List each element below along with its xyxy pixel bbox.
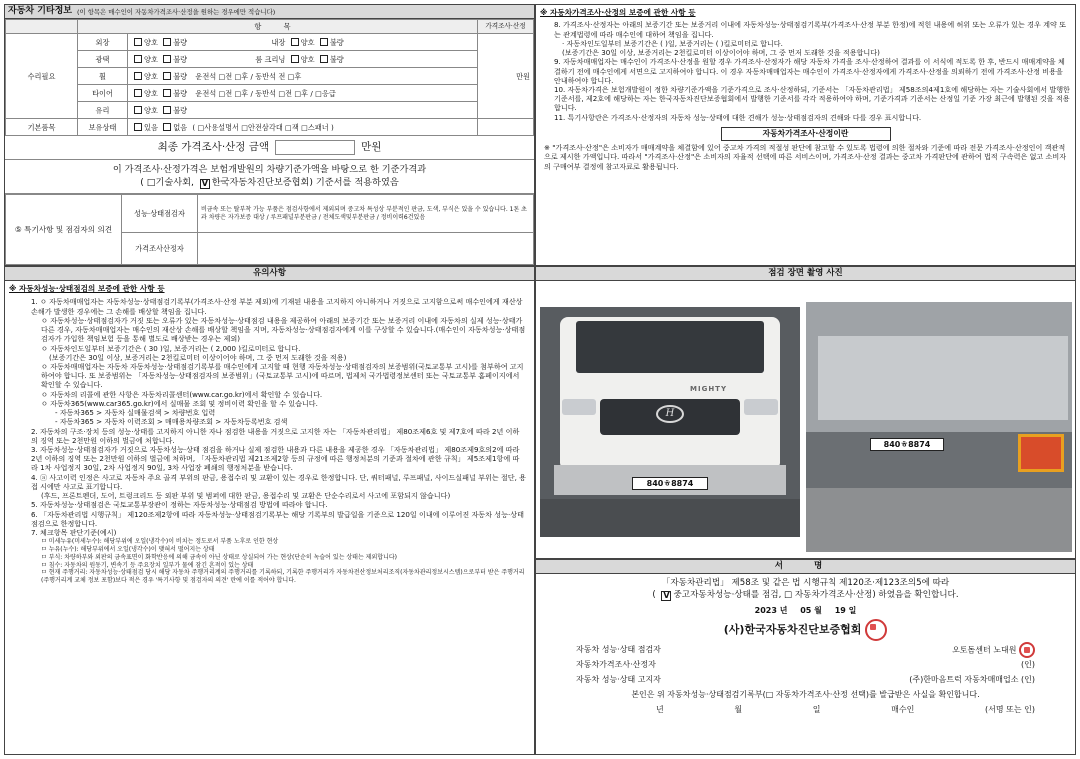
- checkbox[interactable]: [134, 89, 142, 97]
- section-title: 자동차 기타정보: [8, 5, 72, 16]
- special-notes-table: [5, 194, 534, 265]
- opt-label: 양호: [144, 37, 158, 47]
- note-para: ㅇ 자동차성능·상태점검자가 거짓 또는 오류가 있는 자동차성능·상태점검 내용을 제공하여 아래의 보증기간 또는 보증거리 이내에 자동차의 실제 성능·상태가 다른 경우, 자동차매매업자는 매수인의 재산상 손해를 배상할 책임을 지며, 자동차성능·상태점검자에게 이를 구상할 수 있습니다.(매수인이 자동차성능·상태점검자가 가입한 책임보험 등을 통해 별도로 배상받는 경우는 제외): [41, 315, 526, 344]
- front-truck-photo: [540, 307, 800, 537]
- note-para: 2. 자동차의 구조·장치 등의 성능·상태를 고지하지 아니한 자나 점검한 내용을 거짓으로 고지한 자는 「자동차관리법」 제80조제6호 및 제7호에 따라 2년 이하의 징역 또는 2천만원 이하의 벌금에 처합니다.: [31, 426, 520, 445]
- opt-label: 불량: [173, 88, 188, 98]
- row-options: [128, 34, 478, 51]
- note-para: 6. 「자동차관리법 시행규칙」 제120조제2항에 따라 자동차성능·상태점검기록부는 해당 기록부의 발급일을 기준으로 120일 이내에 이루어진 자동차 성능·상태점검으로 한정합니다.: [31, 509, 524, 528]
- warranty-item: 11. 특기사항란은 가격조사·산정자의 자동차 성능·상태에 대한 견해가 성능·상태점검자의 견해와 다를 경우 표시합니다.: [554, 112, 922, 122]
- row-label-b: 룸 크리닝: [255, 54, 286, 64]
- signer-name: 오토돔센터 노대원: [952, 645, 1017, 655]
- checkbox[interactable]: [291, 38, 299, 46]
- day-unit: 일: [848, 605, 857, 615]
- buyer-year-unit: 년: [656, 704, 664, 714]
- opt-label: 불량: [173, 71, 188, 81]
- checkbox[interactable]: [320, 38, 328, 46]
- price-unit: 만원: [478, 34, 534, 119]
- note-para: - 자동차365 > 자동차 실매물검색 > 차량번호 입력: [55, 408, 216, 418]
- basic-items: ( □사용설명서 □안전삼각대 □잭 □스패너 ): [192, 122, 334, 132]
- signer-name[interactable]: (주)한마음트럭 자동차매매업소 (인): [909, 674, 1035, 684]
- row-label: 광택: [78, 51, 128, 68]
- signer-label: 자동차 성능·상태 점검자: [576, 644, 661, 654]
- headlight-right: [744, 399, 778, 415]
- opt-label: 불량: [173, 105, 188, 115]
- checkbox-checked[interactable]: V: [663, 590, 670, 600]
- final-price-label: 최종 가격조사·산정 금액: [157, 140, 270, 153]
- windshield: [576, 321, 764, 373]
- basic-sub: 보유상태: [78, 119, 128, 136]
- confirm-line: ( V 중고자동차성능·상태를 점검, □ 자동차가격조사·산정) 하였음을 확인합니다.: [652, 589, 959, 600]
- appraisal-definition-text: ※ "가격조사·산정"은 소비자가 매매계약을 체결함에 있어 중고차 가격의 적절성 판단에 참고할 수 있도록 법령에 의한 절차와 기준에 따라 전문 가격조사·산정인이 객관적으로 제시한 가액입니다. 따라서 "가격조사·산정"은 소비자의 자율적 선택에 따른 서비스이며, 가격조사·산정 결과는 중고차 가격판단에 관하여 법적 구속력은 없고 소비자의 구매여부 결정에 참고자료로 활용됩니다.: [544, 142, 1067, 171]
- row-options: [128, 102, 478, 119]
- checkbox[interactable]: [134, 72, 142, 80]
- signer-name[interactable]: (인): [1021, 659, 1035, 669]
- buyer-sign-row: [536, 705, 1075, 715]
- criteria-item: ㅁ 현재 주행거리: 자동차성능·상태점검 당시 해당 자동차 주행거리계의 주행거리를 기록하되, 기록한 주행거리가 자동차전산정보처리조직(자동차관리정보시스템)으로부터 받은 주행거리(주행거리계 교체 정보 포함)보다 적은 경우 '특기사항 및 점검자의 의견' 란에 이를 적어야 합니다.: [41, 569, 525, 585]
- notes-paragraphs: [9, 297, 530, 537]
- row-tail: 운전석 □전 □후 / 동반석 □전 □후 / □응급: [195, 88, 336, 98]
- sign-month: 05: [800, 605, 812, 615]
- buyer-day-unit: 일: [812, 704, 821, 714]
- sign-day: 19: [834, 605, 846, 615]
- inspection-record-page: [4, 4, 1076, 755]
- criteria-item: ㅁ 부식: 차량하부와 외판의 금속표면이 화학반응에 의해 금속이 아닌 상태로 상실되어 가는 현상(단순히 녹슬어 있는 상태는 제외합니다): [41, 553, 398, 561]
- inspector-opinion: 비금속 또는 탈부착 가능 부품은 점검사항에서 제외되며 중고차 특성상 부분적인 판금, 도색, 부식은 있을 수 있습니다. 1톤 초과 차량은 자가보증 대상 / 루프패널부분판금 / 전체도색및부분판금 / 정비이력6건있음: [198, 195, 534, 233]
- signature-section: [535, 559, 1076, 755]
- signer-label: 자동차가격조사·산정자: [576, 659, 656, 669]
- notes-title: ※ 자동차성능·상태점검의 보증에 관한 사항 등: [9, 284, 165, 293]
- sign-date: [536, 606, 1075, 616]
- row-label: 외장: [78, 34, 128, 51]
- opt-label: 양호: [300, 37, 315, 47]
- col-price-header: 가격조사·산정: [478, 20, 534, 34]
- org-name: (사)한국자동차진단보증협회: [723, 622, 862, 636]
- note-para: 4. ⓐ 사고이력 인정은 사고로 자동차 주요 골격 부위의 판금, 용접수리 및 교환이 있는 경우로 한정합니다. 단, 쿼터패널, 루프패널, 사이드실패널 부위는 절단, 용접 시에만 사고로 표기합니다.: [31, 472, 527, 491]
- final-price-unit: 만원: [361, 140, 382, 153]
- appraisal-definition-title: 자동차가격조사·산정이란: [721, 127, 891, 141]
- note-para: 1. ㅇ 자동차매매업자는 자동차성능·상태점검기록부(가격조사·산정 부분 제외)에 기재된 내용을 고지하지 아니하거나 거짓으로 고지함으로써 매수인에게 재산상 손해가 발생한 경우에는 그 손해를 배상할 책임을 집니다.: [31, 297, 523, 316]
- checkbox[interactable]: [134, 106, 142, 114]
- ground: [806, 488, 1072, 552]
- row-tail: 운전석 □전 □후 / 동반석 전 □후: [195, 71, 302, 81]
- basis-line1: 이 가격조사·산정가격은 보험개발원의 차량기준가액을 바탕으로 한 기준가격과: [112, 164, 427, 175]
- row-options: [128, 51, 478, 68]
- note-para: 7. 체크항목 판단기준(예시): [31, 527, 117, 537]
- col-item-header: 항 목: [78, 20, 478, 34]
- note-para: (후드, 프론트펜더, 도어, 트렁크리드 등 외판 부위 및 범퍼에 대한 판금, 용접수리 및 교환은 단순수리로서 사고에 포함되지 않습니다): [41, 491, 451, 501]
- special-label: ⑤ 특기사항 및 점검자의 의견: [6, 195, 122, 265]
- warranty-item: (보증기간은 30일 이상, 보증거리는 2천킬로미터 이상이어야 하며, 그 중 먼저 도래한 것을 적용합니다): [562, 48, 880, 58]
- floor: [540, 499, 800, 537]
- opt-label: 양호: [144, 88, 158, 98]
- repair-table: [5, 19, 534, 136]
- basis-text-b: 한국자동차진단보증협회) 기준서를 적용하였음: [211, 177, 399, 189]
- warranty-items: [540, 20, 1071, 121]
- photos-section: [535, 266, 1076, 559]
- signer-row: [536, 644, 1075, 656]
- year-unit: 년: [779, 605, 788, 615]
- license-plate: 840ㅎ8874: [632, 477, 708, 490]
- note-para: (보증기간은 30일 이상, 보증거리는 2천킬로미터 이상이어야 하며, 그 중 먼저 도래한 것을 적용): [49, 352, 347, 362]
- confirm-text: 중고자동차성능·상태를 점검, □ 자동차가격조사·산정) 하였음을 확인합니다.: [673, 589, 959, 600]
- mighty-badge: MIGHTY: [690, 385, 728, 393]
- org-line: [536, 619, 1075, 641]
- basis-statement: [5, 160, 534, 194]
- hyundai-logo-icon: H: [656, 405, 684, 423]
- basic-label: 기본품목: [6, 119, 78, 136]
- buyer-month-unit: 월: [734, 704, 743, 714]
- opt-label: 양호: [144, 54, 158, 64]
- note-para: - 자동차365 > 자동차 이력조회 > 매매용차량조회 > 자동차등록번호 검색: [55, 417, 288, 427]
- sign-year: 2023: [754, 605, 777, 615]
- opt-label: 양호: [144, 105, 158, 115]
- opt-label: 불량: [329, 54, 344, 64]
- checkbox[interactable]: [134, 38, 142, 46]
- rear-truck-photo: [806, 302, 1072, 552]
- final-price-input[interactable]: [275, 140, 355, 155]
- basis-text-a: ( □기술사회,: [140, 177, 194, 189]
- row-label-b: 내장: [271, 37, 286, 47]
- final-price-row: [5, 136, 534, 160]
- checkbox[interactable]: [163, 55, 171, 63]
- signer-rows: [536, 644, 1075, 686]
- criteria-item: ㅁ 침수: 자동차의 원동기, 변속기 등 주요장치 일부가 물에 잠긴 흔적이 있는 상태: [41, 561, 254, 569]
- checkbox[interactable]: [163, 38, 171, 46]
- row-options: [128, 85, 478, 102]
- opt-label: 불량: [329, 37, 344, 47]
- signer-seal-icon: [1019, 642, 1035, 658]
- checkbox[interactable]: [291, 55, 299, 63]
- checkbox[interactable]: [134, 123, 142, 131]
- opt-label: 불량: [173, 37, 188, 47]
- signature-header: 서 명: [536, 560, 1075, 574]
- note-para: ㅇ 자동차365(www.car365.go.kr)에서 실매물 조회 및 정비이력 확인을 할 수 있습니다.: [41, 398, 318, 408]
- notes-header: 유의사항: [5, 267, 534, 281]
- opt-label: 양호: [300, 54, 315, 64]
- legal-basis: 「자동차관리법」 제58조 및 같은 법 시행규칙 제120조·제123조의5에 따라: [661, 578, 950, 588]
- checkbox[interactable]: [163, 89, 171, 97]
- checkbox[interactable]: [163, 123, 171, 131]
- note-para: 5. 자동차성능·상태점검은 국토교통부장관이 정하는 자동차성능·상태점검 방법에 따라야 합니다.: [31, 500, 328, 510]
- opt-label: 있음: [144, 122, 158, 132]
- tail-light: [1018, 434, 1064, 472]
- signer-row: [536, 674, 1075, 686]
- receipt-confirm: 본인은 위 자동차성능·상태점검기록부(□ 자동차가격조사·산정 선택)를 발급받은 사실을 확인합니다.: [631, 689, 980, 699]
- section-subtitle: (이 항목은 매수인이 자동차가격조사·산정을 원하는 경우에만 적습니다): [77, 7, 276, 16]
- signer-label: 자동차 성능·상태 고지자: [576, 674, 661, 684]
- checkbox[interactable]: [134, 55, 142, 63]
- opt-label: 불량: [173, 54, 188, 64]
- warranty-item: 9. 자동차매매업자는 매수인이 가격조사·산정을 원할 경우 가격조사·산정자가 해당 자동차 가격을 조사·산정하여 결과를 이 서식에 적도록 한 후, 반드시 매매계약을 체결하기 전에 매수인에게 서면으로 고지하여야 합니다. 이 경우 자동차매매업자는 매수인이 가격조사·산정자에게 가격조사·산정을 의뢰하기 전에 가격조사·산정 비용을 안내하여야 합니다.: [554, 57, 1065, 85]
- note-para: ㅇ 자동차매매업자는 자동차 자동차성능·상태점검기록부를 매수인에게 고지할 때 현행 자동차성능·상태점검자의 보증범위(국토교통부 고시)를 첨부하여 고지하여야 합니다. 또 보증범위는 「자동차성능·상태점검자의 보증범위」(국토교통부 고시)에 따르며, 법제처 국가법령정보센터 또는 국토교통부 홈페이지에서 확인할 수 있습니다.: [41, 362, 524, 390]
- headlight-left: [562, 399, 596, 415]
- buyer-label: 매수인: [891, 704, 915, 714]
- buyer-signature[interactable]: (서명 또는 인): [985, 704, 1035, 714]
- warranty-item: 8. 가격조사·산정자는 아래의 보증기간 또는 보증거리 이내에 자동차성능·상태점검기록부(가격조사·산정 부분 한정)에 적힌 내용에 허위 또는 오류가 있는 경우 계약 또는 관계법령에 따라 매수인에 대하여 책임을 집니다.: [554, 20, 1066, 39]
- note-para: ㅇ 자동차인도일부터 보증기간은 ( 30 )일, 보증거리는 ( 2,000 )킬로미터로 합니다.: [41, 343, 301, 353]
- appraisal-warranty-section: [535, 4, 1076, 266]
- checkbox[interactable]: [163, 72, 171, 80]
- opt-label: 양호: [144, 71, 158, 81]
- criteria-item: ㅁ 누유(누수): 해당부위에서 오일(냉각수)이 맺혀서 떨어지는 상태: [41, 545, 215, 553]
- month-unit: 월: [814, 605, 822, 615]
- criteria-item: ㅁ 미세누유(미세누수): 해당부위에 오일(냉각수)이 비치는 정도로서 부품 노후로 인한 현상: [41, 538, 279, 546]
- checkbox-checked[interactable]: V: [201, 179, 208, 189]
- warranty-item: · 자동차인도일부터 보증기간은 ( )일, 보증거리는 ( )킬로미터로 합니다.: [562, 38, 783, 48]
- row-label: 타이어: [78, 85, 128, 102]
- row-label: 휠: [78, 68, 128, 85]
- vehicle-other-info-section: [4, 4, 535, 266]
- note-para: ㅇ 자동차의 리콜에 관한 사항은 자동차리콜센터(www.car.go.kr)에서 확인할 수 있습니다.: [41, 389, 323, 399]
- appraiser-label: 가격조사산정자: [122, 233, 198, 265]
- appraiser-opinion[interactable]: [198, 233, 534, 265]
- checkbox[interactable]: [320, 55, 328, 63]
- truck-tailgate: [818, 336, 1068, 420]
- checkbox[interactable]: [163, 106, 171, 114]
- repair-label: 수리필요: [6, 34, 78, 119]
- warranty-title: ※ 자동차가격조사·산정의 보증에 관한 사항 등: [540, 8, 696, 17]
- rear-license-plate: 840ㅎ8874: [870, 438, 944, 451]
- warranty-item: 10. 자동차가격은 보험개발원이 정한 차량기준가액을 기준가격으로 조사·산정하되, 기준서는 「자동차관리법」 제58조의4제1호에 해당하는 자는 기술사회에서 발행한 기준서를, 제2호에 해당하는 자는 한국자동차진단보증협회에서 발행한 기준서를 각각 적용하여야 하며, 기준가격과 기준서는 산정일 기준 가장 최근에 발행된 것을 적용합니다.: [554, 85, 1070, 113]
- opt-label: 없음: [173, 122, 188, 132]
- photos-header: 점검 장면 촬영 사진: [536, 267, 1075, 281]
- criteria-list: [9, 538, 530, 585]
- signer-row: [536, 659, 1075, 671]
- basic-options: [128, 119, 478, 136]
- row-label: 유리: [78, 102, 128, 119]
- inspector-label: 성능·상태점검자: [122, 195, 198, 233]
- org-seal-icon: [865, 619, 887, 641]
- row-options: [128, 68, 478, 85]
- notes-section: [4, 266, 535, 755]
- note-para: 3. 자동차성능·상태점검자가 거짓으로 자동차성능·상태 점검을 하거나 실제 점검한 내용과 다른 내용을 제공한 경우 「자동차관리법」 제80조제9호의2에 따라 2년 이하의 징역 또는 2천만원 이하의 벌금에 처하며, 「자동차관리법 제21조제2항 등의 규정에 따른 행정처분의 기준과 절차에 관한 규칙」 제5조제1항에 따라 1차 사업정지 30일, 2차 사업정지 90일, 3차 사업장 폐쇄의 행정처분을 받습니다.: [31, 444, 520, 473]
- signer-name-wrap: [952, 642, 1035, 658]
- basis-line2: [5, 176, 534, 189]
